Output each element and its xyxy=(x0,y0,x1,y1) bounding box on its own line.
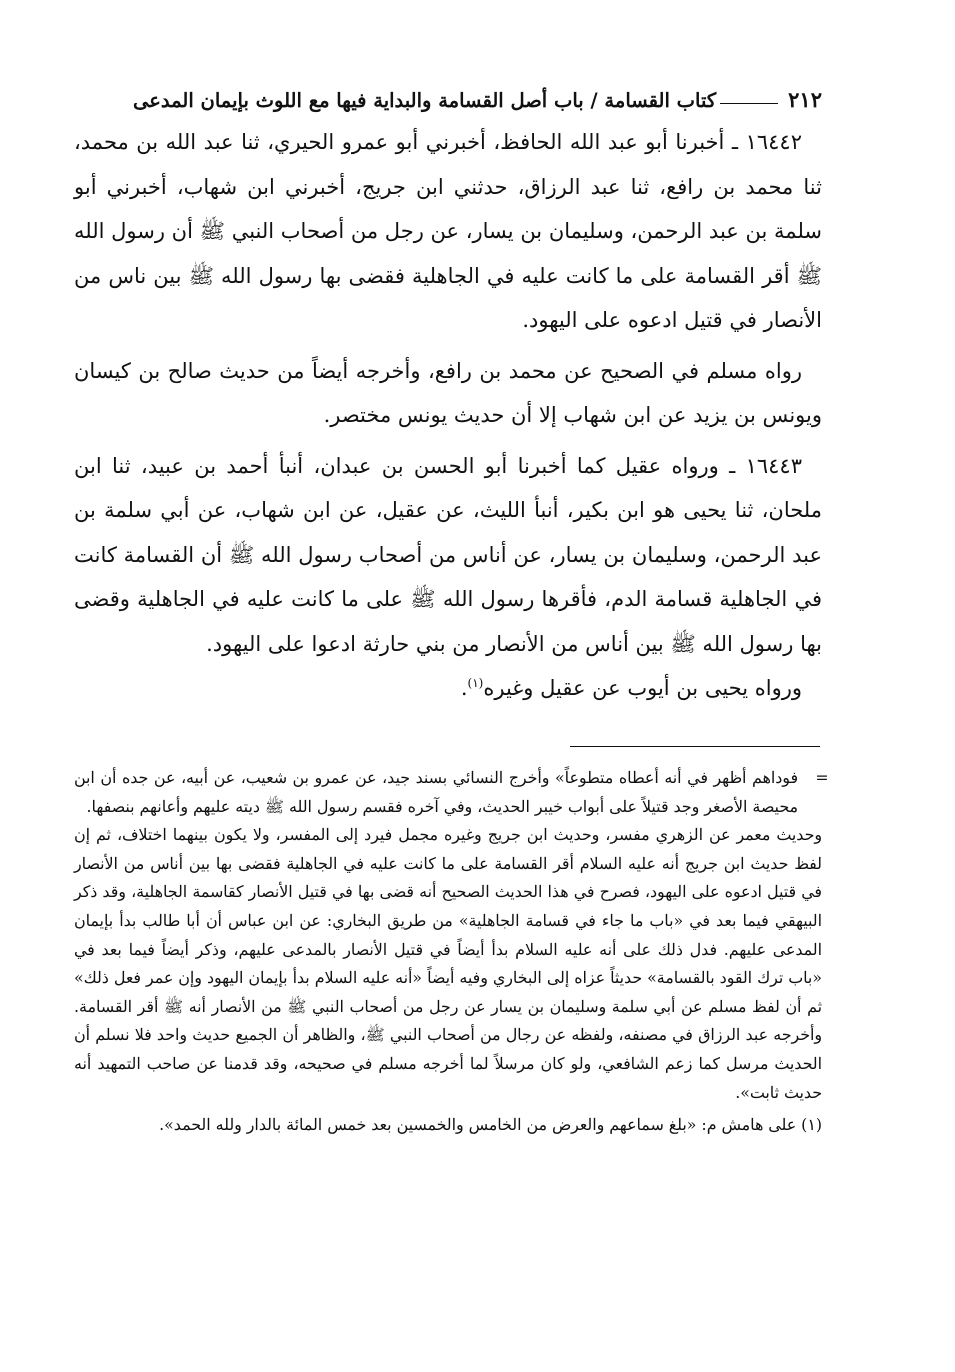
main-text xyxy=(74,120,822,711)
page-number: ٢١٢ xyxy=(788,87,822,112)
running-header xyxy=(74,78,822,112)
running-title: كتاب القسامة / باب أصل القسامة والبداية فيها مع اللوث بإيمان المدعى xyxy=(133,89,717,112)
header-rule xyxy=(720,103,778,104)
yahya-note-end: . xyxy=(460,676,468,700)
yahya-note-text: ورواه يحيى بن أيوب عن عقيل وغيره xyxy=(483,676,802,700)
footnote-continuation xyxy=(74,764,829,821)
paragraph-muslim-note: رواه مسلم في الصحيح عن محمد بن رافع، وأخرجه أيضاً من حديث صالح بن كيسان ويونس بن يزيد عن ابن شهاب إلا أن حديث يونس مختصر. xyxy=(74,358,822,427)
page-body xyxy=(74,78,822,711)
hadith-16442: ١٦٤٤٢ ـ أخبرنا أبو عبد الله الحافظ، أخبرني أبو عمرو الحيري، ثنا عبد الله بن محمد، ثنا محمد بن رافع، ثنا عبد الرزاق، حدثني ابن جريج، أخبرني ابن شهاب، أخبرني أبو سلمة بن عبد الرحمن، وسليمان بن يسار، عن رجل من أصحاب النبي ﷺ أن رسول الله ﷺ أقر القسامة على ما كانت عليه في الجاهلية فقضى بها رسول الله ﷺ بين ناس من الأنصار في قتيل ادعوه على اليهود. xyxy=(74,130,822,332)
footnote-commentary: وحديث معمر عن الزهري مفسر، وحديث ابن جريج وغيره مجمل فيرد إلى المفسر، ولا يكون بينهما اختلاف، ثم إن لفظ حديث ابن جريج أنه عليه السلام أقر القسامة على ما كانت عليه في الجاهلية فقضى بها بين أناس من الأنصار في قتيل ادعوه على اليهود، فصرح في هذا الحديث الصحيح أنه قضى بها في قتيل الأنصار كقاسمة الجاهلية، وقد ذكر البيهقي فيما بعد في «باب ما جاء في قسامة الجاهلية» من طريق البخاري: عن ابن عباس أن أبا طالب بدأ بإيمان المدعى عليهم. فدل ذلك على أنه عليه السلام بدأ أيضاً في قتيل الأنصار بالمدعى عليهم، وذكر أيضاً فيما بعد في «باب ترك القود بالقسامة» حديثاً عزاه إلى البخاري وفيه أيضاً «أنه عليه السلام بدأ بإيمان اليهود وإن عمر فعل ذلك» ثم أن لفظ مسلم عن أبي سلمة وسليمان بن يسار عن رجل من أصحاب النبي ﷺ من الأنصار أنه ﷺ أقر القسامة. وأخرجه عبد الرزاق في مصنفه، ولفظه عن رجال من أصحاب النبي ﷺ، والظاهر أن الجميع حديث واحد فلا نسلم أن الحديث مرسل كما زعم الشافعي، ولو كان مرسلاً لما أخرجه مسلم في صحيحه، وقد قدمنا عن صاحب التمهيد أنه حديث ثابت». xyxy=(74,825,822,1102)
footnote-1: (١) على هامش م: «بلغ سماعهم والعرض من الخامس والخمسين بعد خمس المائة بالدار ولله الحمد». xyxy=(159,1115,822,1135)
continuation-text: فوداهم أظهر في أنه أعطاه متطوعاً» وأخرج النسائي بسند جيد، عن عمرو بن شعيب، عن أبيه، عن جده أن ابن محيصة الأصغر وجد قتيلاً على أبواب خيبر الحديث، وفي آخره فقسم رسول الله ﷺ ديته عليهم وأعانهم بنصفها. xyxy=(74,768,798,816)
paragraph-yahya-note xyxy=(74,666,822,711)
footnote-ref-1: (١) xyxy=(467,676,484,690)
footnote-separator xyxy=(570,746,820,747)
footnotes xyxy=(74,764,829,1140)
continuation-mark: = xyxy=(815,768,829,787)
hadith-16443: ١٦٤٤٣ ـ ورواه عقيل كما أخبرنا أبو الحسن بن عبدان، أنبأ أحمد بن عبيد، ثنا ابن ملحان، ثنا يحيى هو ابن بكير، أنبأ الليث، عن عقيل، عن ابن شهاب، عن أبي سلمة بن عبد الرحمن، وسليمان بن يسار، عن أناس من أصحاب رسول الله ﷺ أن القسامة كانت في الجاهلية قسامة الدم، فأقرها رسول الله ﷺ على ما كانت عليه في الجاهلية وقضى بها رسول الله ﷺ بين أناس من الأنصار من بني حارثة ادعوا على اليهود. xyxy=(74,453,822,656)
